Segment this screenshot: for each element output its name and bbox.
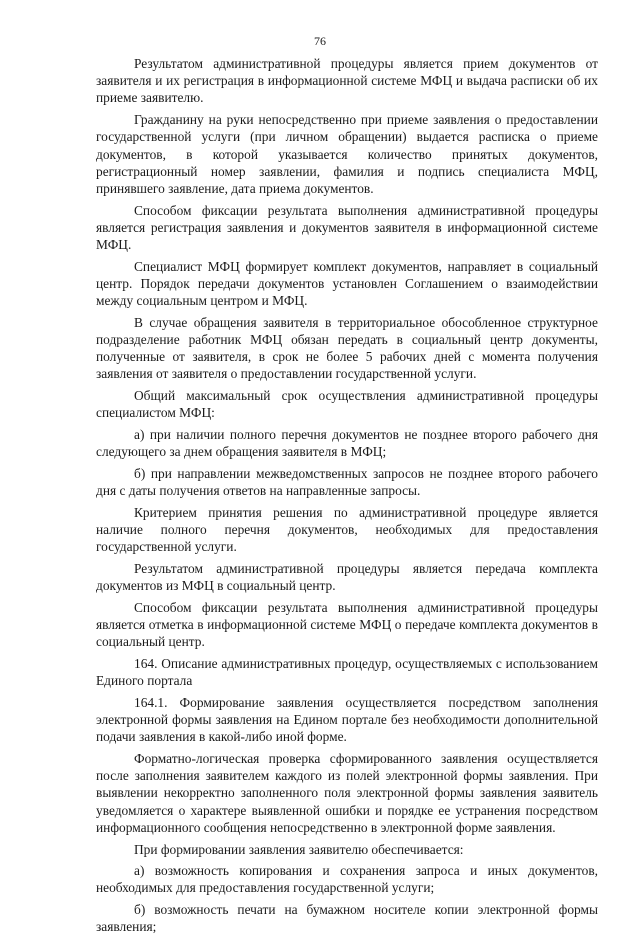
list-item-b-print: б) возможность печати на бумажном носителе копии электронной формы заявления;: [96, 902, 598, 935]
document-body: [96, 55, 598, 940]
paragraph-fixation-transfer: Способом фиксации результата выполнения административной процедуры является отметка в информационной системе МФЦ о передаче комплекта документов в социальный центр.: [96, 599, 598, 650]
paragraph-territorial-subdivision: В случае обращения заявителя в территориальное обособленное структурное подразделение работник МФЦ обязан передать в социальный центр документы, полученные от заявителя, в срок не более 5 рабочих дней с момента получения заявления от заявителя о предоставлении государственной услуги.: [96, 314, 598, 382]
paragraph-decision-criterion: Критерием принятия решения по административной процедуре является наличие полного перечня документов, необходимых для предоставления государственной услуги.: [96, 504, 598, 555]
paragraph-specialist-package: Специалист МФЦ формирует комплект документов, направляет в социальный центр. Порядок передачи документов установлен Соглашением о взаимодействии между социальным центром и МФЦ.: [96, 258, 598, 309]
paragraph-result-transfer: Результатом административной процедуры является передача комплекта документов из МФЦ в социальный центр.: [96, 560, 598, 594]
paragraph-provided-capabilities: При формировании заявления заявителю обеспечивается:: [134, 841, 464, 857]
section-heading-164: 164. Описание административных процедур, осуществляемых с использованием Единого портала: [96, 656, 598, 689]
paragraph-result-registration: Результатом административной процедуры является прием документов от заявителя и их регистрация в информационной системе МФЦ и выдача расписки об их приеме заявителю.: [96, 56, 598, 106]
list-item-b-interagency-requests: б) при направлении межведомственных запросов не позднее второго рабочего дня с даты получения ответов на направленные запросы.: [96, 465, 598, 499]
paragraph-fixation-registration: Способом фиксации результата выполнения административной процедуры является регистрация заявления и документов заявителя в информационной системе МФЦ.: [96, 202, 598, 253]
list-item-a-copy-save: а) возможность копирования и сохранения запроса и иных документов, необходимых для предоставления государственной услуги;: [96, 863, 598, 896]
paragraph-max-term: Общий максимальный срок осуществления административной процедуры специалистом МФЦ:: [96, 388, 598, 421]
paragraph-164-1-form: 164.1. Формирование заявления осуществляется посредством заполнения электронной формы заявления на Едином портале без необходимости дополнительной подачи заявления в какой-либо иной форме.: [96, 694, 598, 745]
paragraph-receipt: Гражданину на руки непосредственно при приеме заявления о предоставлении государственной услуги (при личном обращении) выдается расписка о приеме документов, в которой указывается количество принятых документов, регистрационный номер заявлении, фамилия и подпись специалиста МФЦ, принявшего заявление, дата приема документов.: [96, 112, 598, 196]
paragraph-format-check: Форматно-логическая проверка сформированного заявления осуществляется после заполнения заявителем каждого из полей электронной формы заявления. При выявлении некорректно заполненного поля электронной формы заявления заявитель уведомляется о характере выявленной ошибки и порядке ее устранения посредством информационного сообщения непосредственно в электронной форме заявления.: [96, 751, 598, 835]
page-number: 76: [314, 34, 326, 48]
list-item-a-full-documents: а) при наличии полного перечня документов не позднее второго рабочего дня следующего за днем обращения заявителя в МФЦ;: [96, 427, 598, 460]
